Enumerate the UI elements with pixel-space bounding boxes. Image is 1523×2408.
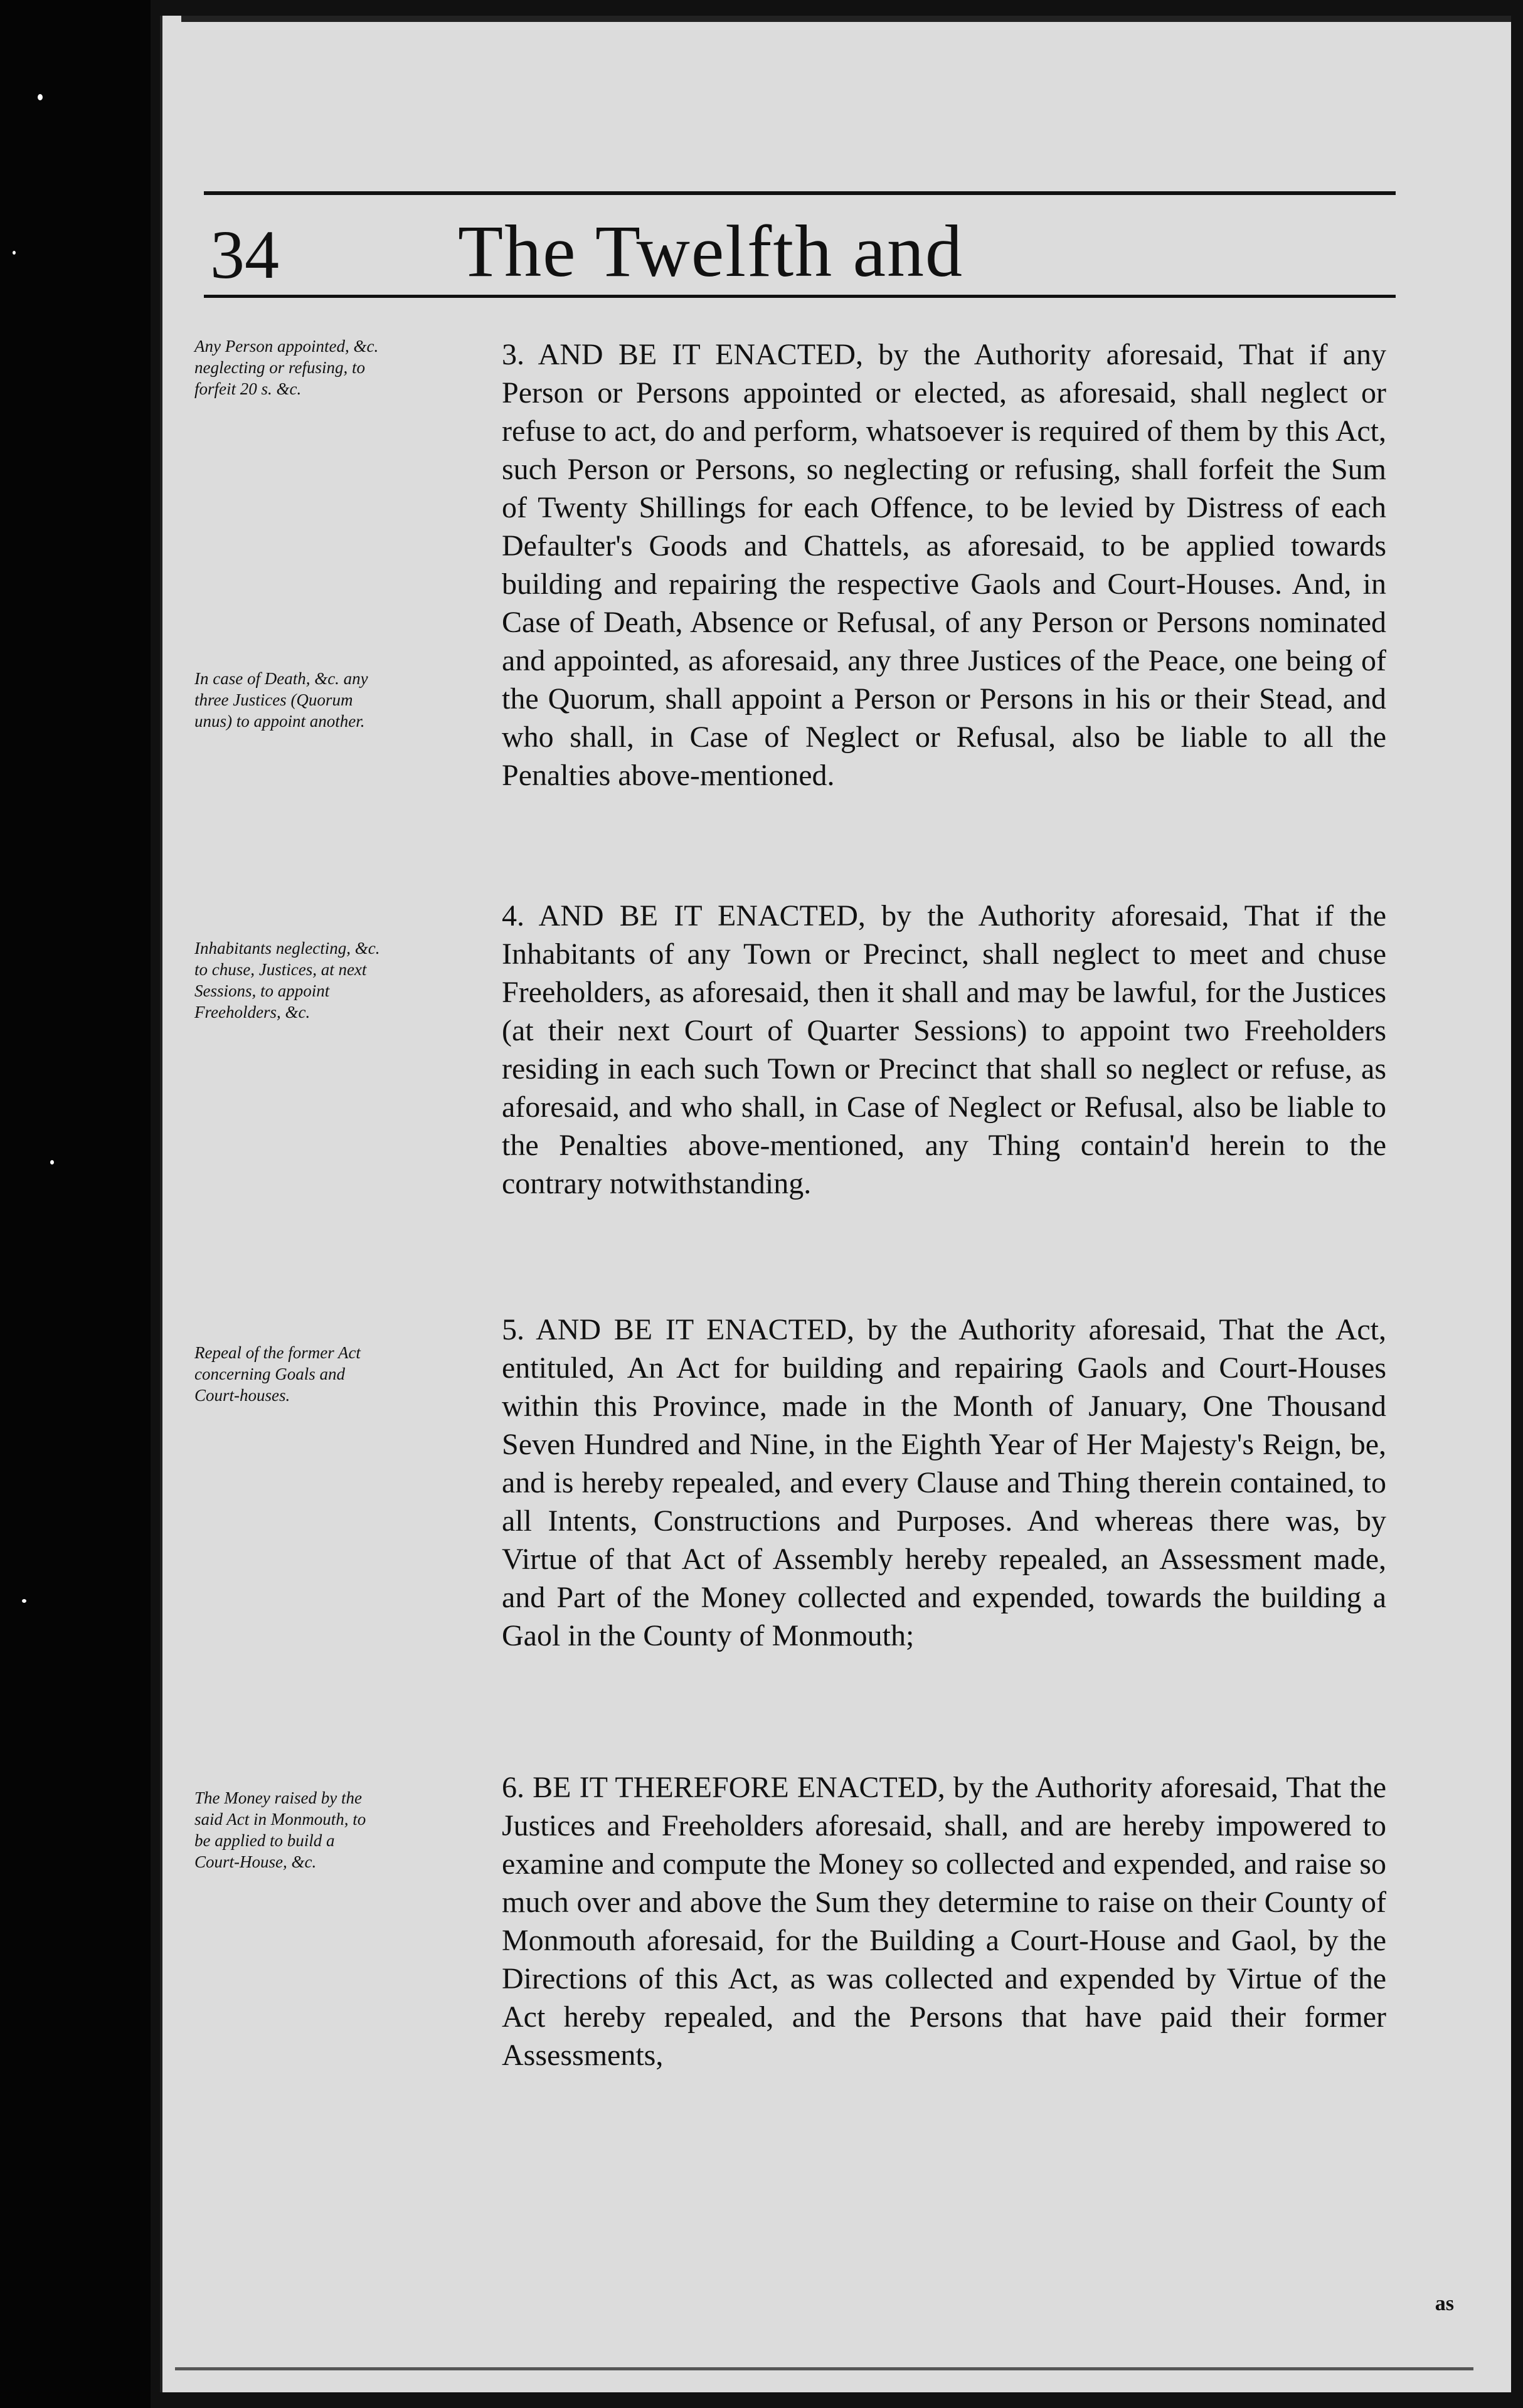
section-6-text: 6. BE IT THEREFORE ENACTED, by the Authority aforesaid, That the Justices and Freeholders aforesaid, shall, and are hereby impowered to examine and compute the Money so collected and expended, and raise so much over and above the Sum they determine to raise on their County of Monmouth aforesaid, for the Building a Court-House and Gaol, by the Directions of this Act, as was collected and expended by Virtue of the Act hereby repealed, and the Persons that have paid their former Assessments,	[502, 1771, 1386, 2072]
catchword: as	[1435, 2292, 1454, 2315]
margin-note-section-3b: In case of Death, &c. any three Justices (Quorum unus) to appoint another.	[194, 669, 368, 731]
section-4	[194, 897, 1386, 1286]
header-rule-top	[204, 191, 1396, 195]
running-title: The Twelfth and	[458, 210, 963, 292]
page-top-border	[181, 16, 1511, 22]
margin-note-section-4: Inhabitants neglecting, &c. to chuse, Justices, at next Sessions, to appoint Freeholders, &c.	[194, 939, 380, 1022]
margin-note-section-5: Repeal of the former Act concerning Goals and Court-houses.	[194, 1343, 361, 1405]
scan-left-edge	[0, 0, 151, 2408]
scan-speck	[50, 1160, 54, 1164]
margin-note-section-3: Any Person appointed, &c. neglecting or refusing, to forfeit 20 s. &c.	[194, 337, 379, 398]
page-header	[204, 191, 1396, 298]
page-bottom-border	[175, 2367, 1473, 2370]
section-5-text: 5. AND BE IT ENACTED, by the Authority aforesaid, That the Act, entituled, An Act for building and repairing Gaols and Court-Houses within this Province, made in the Month of January, One Thousand Seven Hundred and Nine, in the Eighth Year of Her Majesty's Reign, be, and is hereby repealed, and every Clause and Thing therein contained, to all Intents, Constructions and Purposes. And whereas there was, by Virtue of that Act of Assembly hereby repealed, an Assessment made, and Part of the Money collected and expended, towards the building a Gaol in the County of Monmouth;	[502, 1313, 1386, 1652]
section-5	[194, 1311, 1386, 1768]
section-4-text: 4. AND BE IT ENACTED, by the Authority aforesaid, That if the Inhabitants of any Town or Precinct, shall neglect to meet and chuse Freeholders, as aforesaid, then it shall and may be lawful, for the Justices (at their next Court of Quarter Sessions) to appoint two Freeholders residing in each such Town or Precinct that shall so neglect or refuse, as aforesaid, and who shall, in Case of Neglect or Refusal, also be liable to the Penalties above-mentioned, any Thing contain'd herein to the contrary notwithstanding.	[502, 899, 1386, 1200]
scan-speck	[13, 251, 16, 255]
page-number: 34	[210, 216, 279, 293]
section-6	[194, 1768, 1386, 2270]
section-3-text: 3. AND BE IT ENACTED, by the Authority aforesaid, That if any Person or Persons appointed or elected, as aforesaid, shall neglect or refuse to act, do and perform, whatsoever is required of them by this Act, such Person or Persons, so neglecting or refusing, shall forfeit the Sum of Twenty Shillings for each Offence, to be levied by Distress of each Defaulter's Goods and Chattels, as aforesaid, to be applied towards building and repairing the respective Gaols and Court-Houses. And, in Case of Death, Absence or Refusal, of any Person or Persons nominated and appointed, as aforesaid, any three Justices of the Peace, one being of the Quorum, shall appoint a Person or Persons in his or their Stead, and who shall, in Case of Neglect or Refusal, also be liable to all the Penalties above-mentioned.	[502, 338, 1386, 792]
section-3	[194, 335, 1386, 862]
header-rule-bottom	[204, 295, 1396, 298]
margin-note-section-6: The Money raised by the said Act in Monmouth, to be applied to build a Court-House, &c.	[194, 1788, 366, 1871]
scan-speck	[22, 1599, 26, 1603]
scan-speck	[38, 94, 43, 100]
